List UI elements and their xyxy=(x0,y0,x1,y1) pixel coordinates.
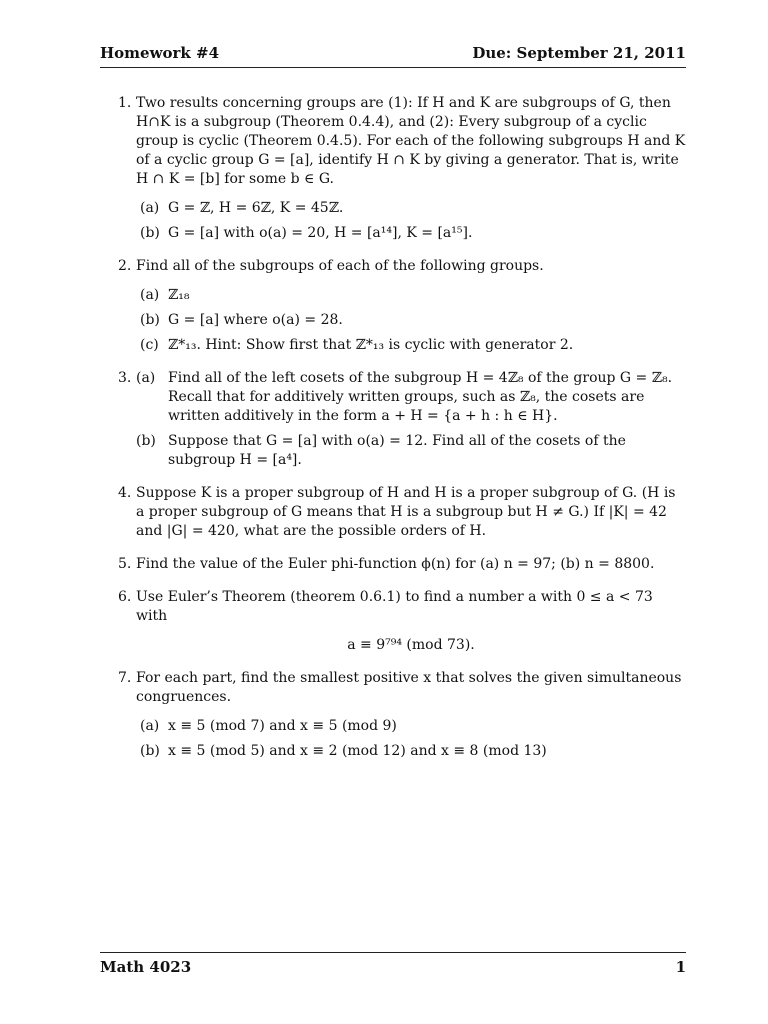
problem-part xyxy=(140,286,686,305)
problem-text: Find the value of the Euler phi-function ϕ(n) for (a) n = 97; (b) n = 8800. xyxy=(136,556,655,572)
problem-1 xyxy=(100,94,686,243)
problem-text: Suppose K is a proper subgroup of H and H is a proper subgroup of G. (H is a proper subgroup of G means that H is a subgroup but H ≠ G.) If |K| = 42 and |G| = 420, what are the possible orders of H. xyxy=(136,485,676,539)
part-text: G = ℤ, H = 6ℤ, K = 45ℤ. xyxy=(168,200,344,216)
part-text: G = [a] where o(a) = 28. xyxy=(168,312,343,328)
homework-title: Homework #4 xyxy=(100,44,220,62)
problem-parts xyxy=(136,369,686,470)
part-label: (a) xyxy=(140,287,160,303)
display-equation: a ≡ 9⁷⁹⁴ (mod 73). xyxy=(347,637,475,653)
part-text: ℤ₁₈ xyxy=(168,287,190,303)
problem-number: 7. xyxy=(118,670,132,686)
problem-part xyxy=(140,199,686,218)
problem-part xyxy=(140,224,686,243)
problem-6 xyxy=(100,588,686,655)
page-header xyxy=(100,44,686,62)
problem-parts xyxy=(136,199,686,243)
problem-part xyxy=(140,311,686,330)
part-label: (c) xyxy=(140,337,159,353)
part-text: x ≡ 5 (mod 7) and x ≡ 5 (mod 9) xyxy=(168,718,397,734)
part-text: Find all of the left cosets of the subgroup H = 4ℤ₈ of the group G = ℤ₈. Recall that for additively written groups, such as ℤ₈, the cosets are written additively in the form a + H = {a + h : h ∈ H}. xyxy=(168,370,673,424)
problem-text: Use Euler’s Theorem (theorem 0.6.1) to find a number a with 0 ≤ a < 73 with xyxy=(136,589,653,624)
problem-part xyxy=(140,336,686,355)
problem-number: 3. xyxy=(118,370,132,386)
part-label: (a) xyxy=(136,370,156,386)
course-name: Math 4023 xyxy=(100,958,192,976)
problem-part xyxy=(136,369,686,426)
problem-text: Find all of the subgroups of each of the following groups. xyxy=(136,258,544,274)
problem-7 xyxy=(100,669,686,761)
part-label: (a) xyxy=(140,200,160,216)
part-label: (b) xyxy=(136,433,156,449)
page-footer xyxy=(100,958,686,976)
problem-2 xyxy=(100,257,686,355)
problem-number: 6. xyxy=(118,589,132,605)
header-rule xyxy=(100,67,686,68)
problem-text: Two results concerning groups are (1): If H and K are subgroups of G, then H∩K is a subgroup (Theorem 0.4.4), and (2): Every subgroup of a cyclic group is cyclic (Theorem 0.4.5). For each of the following subgroups H and K of a cyclic group G = [a], identify H ∩ K by giving a generator. That is, write H ∩ K = [b] for some b ∈ G. xyxy=(136,95,686,187)
problem-part xyxy=(136,432,686,470)
problem-number: 4. xyxy=(118,485,132,501)
part-text: x ≡ 5 (mod 5) and x ≡ 2 (mod 12) and x ≡ 8 (mod 13) xyxy=(168,743,547,759)
part-label: (b) xyxy=(140,312,160,328)
problem-4 xyxy=(100,484,686,541)
problem-parts xyxy=(136,286,686,355)
problem-text: For each part, find the smallest positive x that solves the given simultaneous congruences. xyxy=(136,670,682,705)
problem-number: 5. xyxy=(118,556,132,572)
problem-part xyxy=(140,742,686,761)
part-label: (b) xyxy=(140,225,160,241)
page-number: 1 xyxy=(675,958,686,976)
part-text: Suppose that G = [a] with o(a) = 12. Find all of the cosets of the subgroup H = [a⁴]. xyxy=(168,433,626,468)
problem-number: 1. xyxy=(118,95,132,111)
problem-5 xyxy=(100,555,686,574)
part-text: ℤ*₁₃. Hint: Show first that ℤ*₁₃ is cyclic with generator 2. xyxy=(168,337,574,353)
problem-list xyxy=(100,94,686,775)
problem-parts xyxy=(136,717,686,761)
problem-3 xyxy=(100,369,686,470)
problem-part xyxy=(140,717,686,736)
problem-number: 2. xyxy=(118,258,132,274)
part-label: (a) xyxy=(140,718,160,734)
part-label: (b) xyxy=(140,743,160,759)
footer-rule xyxy=(100,952,686,953)
part-text: G = [a] with o(a) = 20, H = [a¹⁴], K = [a¹⁵]. xyxy=(168,225,473,241)
due-date: Due: September 21, 2011 xyxy=(472,44,686,62)
